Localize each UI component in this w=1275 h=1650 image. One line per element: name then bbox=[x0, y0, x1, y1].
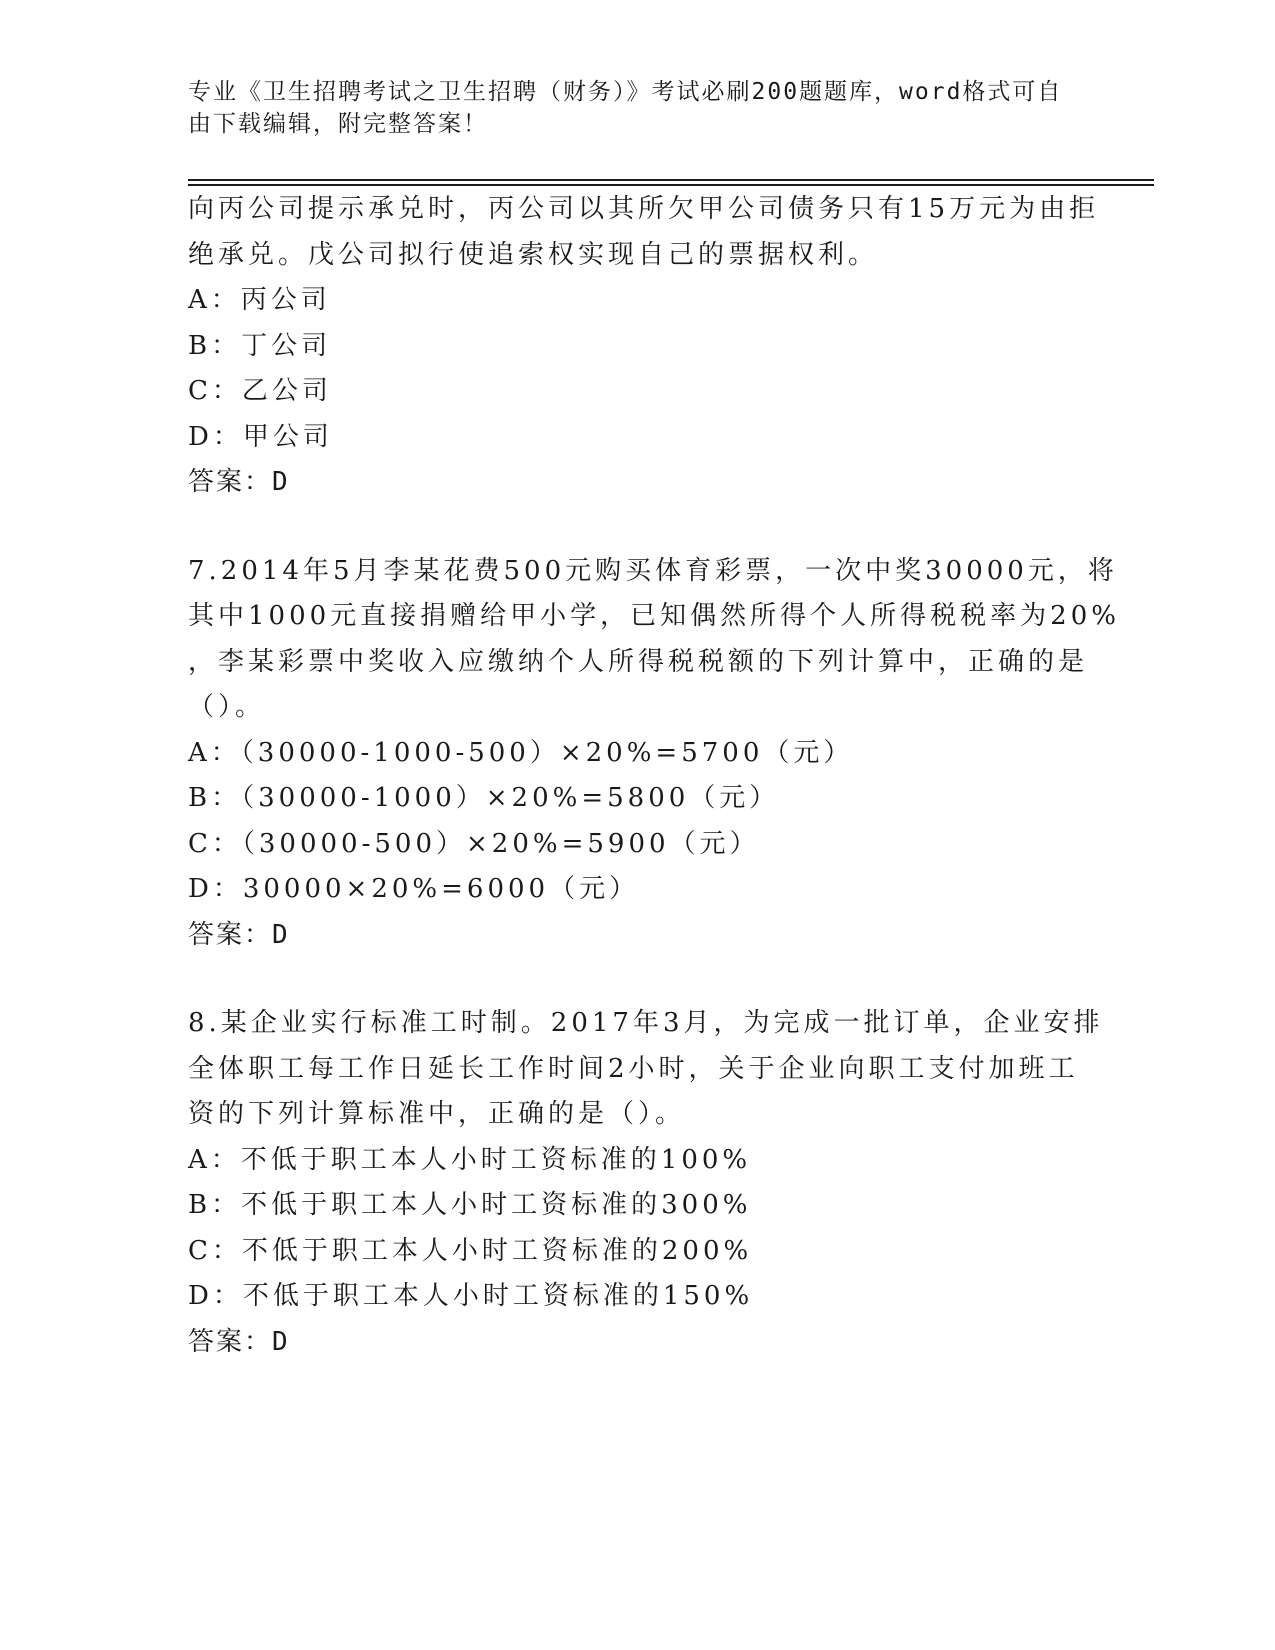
question-stem-line: ，李某彩票中奖收入应缴纳个人所得税税额的下列计算中，正确的是 bbox=[188, 646, 1089, 677]
question-stem-line: 资的下列计算标准中，正确的是（）。 bbox=[188, 1099, 686, 1129]
answer-line: 答案：D bbox=[188, 1326, 290, 1357]
header-divider-top bbox=[188, 179, 1154, 181]
document-body bbox=[188, 187, 1120, 1365]
answer-line: 答案：D bbox=[188, 919, 290, 950]
question-7 bbox=[188, 549, 1120, 959]
question-stem-line: 绝承兑。戊公司拟行使追索权实现自己的票据权利。 bbox=[188, 239, 879, 270]
option-d: D：30000×20%=6000（元） bbox=[188, 874, 640, 904]
question-6 bbox=[188, 187, 1100, 506]
question-8 bbox=[188, 1001, 1104, 1365]
question-stem-line: 全体职工每工作日延长工作时间2小时，关于企业向职工支付加班工 bbox=[188, 1053, 1079, 1084]
header-line-2: 由下载编辑，附完整答案！ bbox=[188, 111, 488, 137]
option-d: D：甲公司 bbox=[188, 421, 333, 452]
option-b: B：丁公司 bbox=[188, 330, 332, 361]
header-line-1: 专业《卫生招聘考试之卫生招聘（财务）》考试必刷200题题库，word格式可自 bbox=[188, 79, 1063, 105]
option-c: C：乙公司 bbox=[188, 376, 332, 406]
document-header bbox=[188, 76, 1068, 140]
option-d: D：不低于职工本人小时工资标准的150% bbox=[188, 1281, 754, 1311]
question-spacer bbox=[188, 958, 1088, 1001]
question-stem-line: 其中1000元直接捐赠给甲小学，已知偶然所得个人所得税税率为20% bbox=[188, 601, 1120, 631]
option-c: C：（30000-500）×20%=5900（元） bbox=[188, 828, 760, 859]
question-spacer bbox=[188, 506, 1088, 549]
question-stem-line: 7.2014年5月李某花费500元购买体育彩票，一次中奖30000元，将 bbox=[188, 555, 1118, 586]
question-stem-line: 8.某企业实行标准工时制。2017年3月，为完成一批订单，企业安排 bbox=[188, 1008, 1104, 1038]
question-stem-line: （）。 bbox=[188, 692, 266, 722]
answer-line: 答案：D bbox=[188, 467, 290, 497]
option-a: A：不低于职工本人小时工资标准的100% bbox=[188, 1144, 752, 1175]
question-stem-line: 向丙公司提示承兑时，丙公司以其所欠甲公司债务只有15万元为由拒 bbox=[188, 194, 1100, 224]
header-divider-bottom bbox=[188, 184, 1154, 186]
option-a: A：（30000-1000-500）×20%=5700（元） bbox=[188, 737, 854, 768]
option-a: A：丙公司 bbox=[188, 285, 331, 315]
option-b: B：不低于职工本人小时工资标准的300% bbox=[188, 1190, 752, 1220]
option-c: C：不低于职工本人小时工资标准的200% bbox=[188, 1235, 753, 1266]
option-b: B：（30000-1000）×20%=5800（元） bbox=[188, 783, 780, 813]
